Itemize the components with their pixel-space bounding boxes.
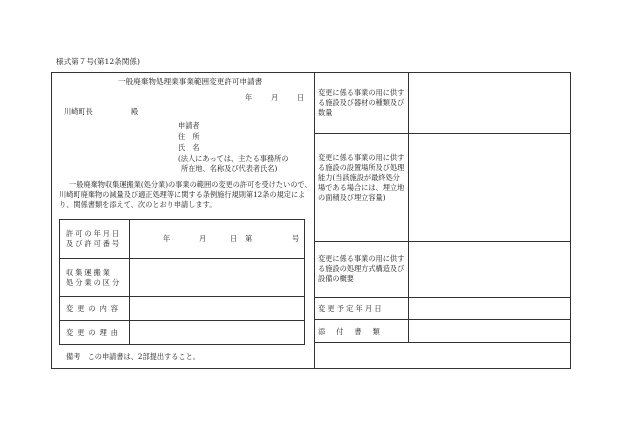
center-divider [314, 72, 315, 369]
attached-documents-label: 添付書類 [318, 327, 391, 336]
facility-equipment-label: 変更に係る事業の用に供する施設及び器材の種類及び数量 [318, 88, 405, 117]
corporate-note-line2: 所在地、名称及び代表者氏名) [181, 164, 278, 173]
remark-note: 備考 この申請書は、2部提出すること。 [66, 352, 200, 361]
right-row-divider [314, 297, 571, 298]
applicant-label: 申請者 [178, 121, 200, 130]
change-reason-label: 変更の理由 [66, 328, 122, 337]
name-label: 氏 名 [178, 143, 200, 152]
right-row-divider [314, 342, 571, 343]
category-label-line2: 処分業の区分 [66, 278, 122, 287]
right-row-divider [314, 133, 571, 134]
addressee: 川崎町長 [64, 107, 93, 116]
scheduled-change-date-label: 変更予定年月日 [318, 304, 384, 313]
facility-location-label: 変更に係る事業の用に供する施設の設置場所及び処理能力(当該施設が最終処分場である場合には、埋立地の面積及び埋立容量) [318, 153, 405, 202]
permit-label-line2: 及び許可番号 [66, 239, 122, 248]
honorific: 殿 [131, 107, 139, 116]
permit-day-label: 日 [230, 234, 238, 243]
date-month-label: 月 [271, 93, 279, 102]
permit-year-label: 年 [163, 234, 171, 243]
right-row-divider [314, 319, 571, 320]
table-row-divider [59, 258, 305, 259]
application-body-text: 一般廃棄物収集運搬業(処分業)の事業の範囲の変更の許可を受けたいので、川崎町廃棄物の減量及び適正処理等に関する条例施行規則第12条の規定により、関係書類を添えて、次のとおり申請します。 [59, 180, 312, 209]
permit-number-prefix: 第 [245, 234, 253, 243]
corporate-note-line1: (法人にあっては、主たる事務所の [178, 154, 289, 163]
date-day-label: 日 [297, 93, 305, 102]
change-content-label: 変更の内容 [66, 304, 122, 313]
right-row-divider [314, 241, 571, 242]
table-column-divider [129, 219, 130, 345]
table-row-divider [59, 296, 305, 297]
right-column-divider [408, 72, 409, 342]
permit-month-label: 月 [199, 234, 207, 243]
address-label: 住 所 [178, 132, 200, 141]
permit-label-line1: 許可の年月日 [66, 229, 122, 238]
processing-method-label: 変更に係る事業の用に供する施設の処理方式構造及び設備の概要 [318, 254, 405, 283]
permit-number-suffix: 号 [292, 234, 300, 243]
category-label-line1: 収集運搬業 [66, 268, 112, 277]
form-title: 一般廃棄物処理業事業範囲変更許可申請書 [118, 77, 263, 86]
form-number: 様式第７号(第12条関係) [56, 57, 140, 66]
table-row-divider [59, 320, 305, 321]
date-year-label: 年 [245, 93, 253, 102]
